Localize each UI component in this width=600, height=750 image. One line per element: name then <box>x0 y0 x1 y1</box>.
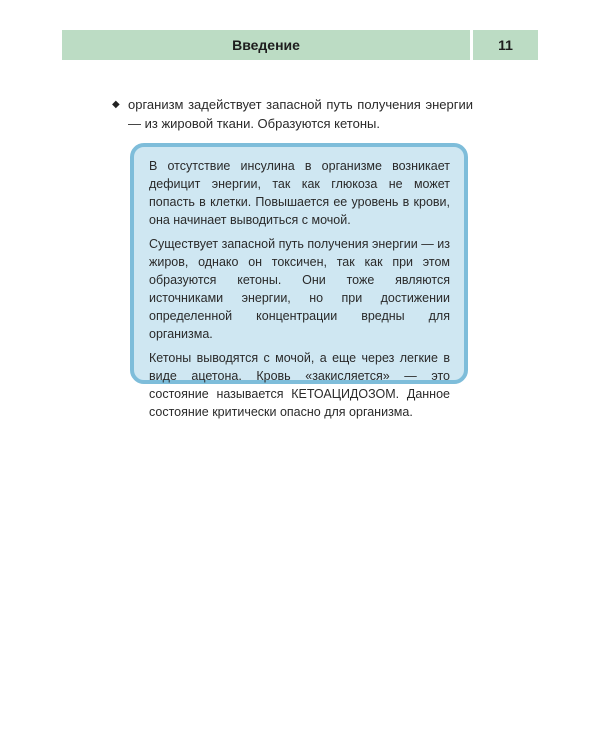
callout-paragraph-3: Кетоны выводятся с мочой, а еще через легкие в виде ацетона. Кровь «закисляется» — это состояние называется КЕТОАЦИДОЗОМ. Данное состояние критически опасно для организма. <box>149 351 450 419</box>
diamond-bullet-icon: ◆ <box>112 99 120 110</box>
page-number: 11 <box>473 30 538 60</box>
callout-paragraph-1: В отсутствие инсулина в организме возникает дефицит энергии, так как глюкоза не может попасть в клетки. Повышается ее уровень в крови, она начинает выводиться с мочой. <box>149 159 450 227</box>
bullet-list-item <box>112 95 473 133</box>
section-title: Введение <box>62 30 470 60</box>
info-callout-box <box>130 143 468 419</box>
running-header <box>62 30 538 60</box>
bullet-text: организм задействует запасной путь получения энергии — из жировой ткани. Образуются кетоны. <box>128 97 473 131</box>
callout-paragraph-2: Существует запасной путь получения энергии — из жиров, однако он токсичен, так как при этом образуются кетоны. Они тоже являются источниками энергии, но при достижении определенной концентрации вредны для организма. <box>149 237 450 341</box>
